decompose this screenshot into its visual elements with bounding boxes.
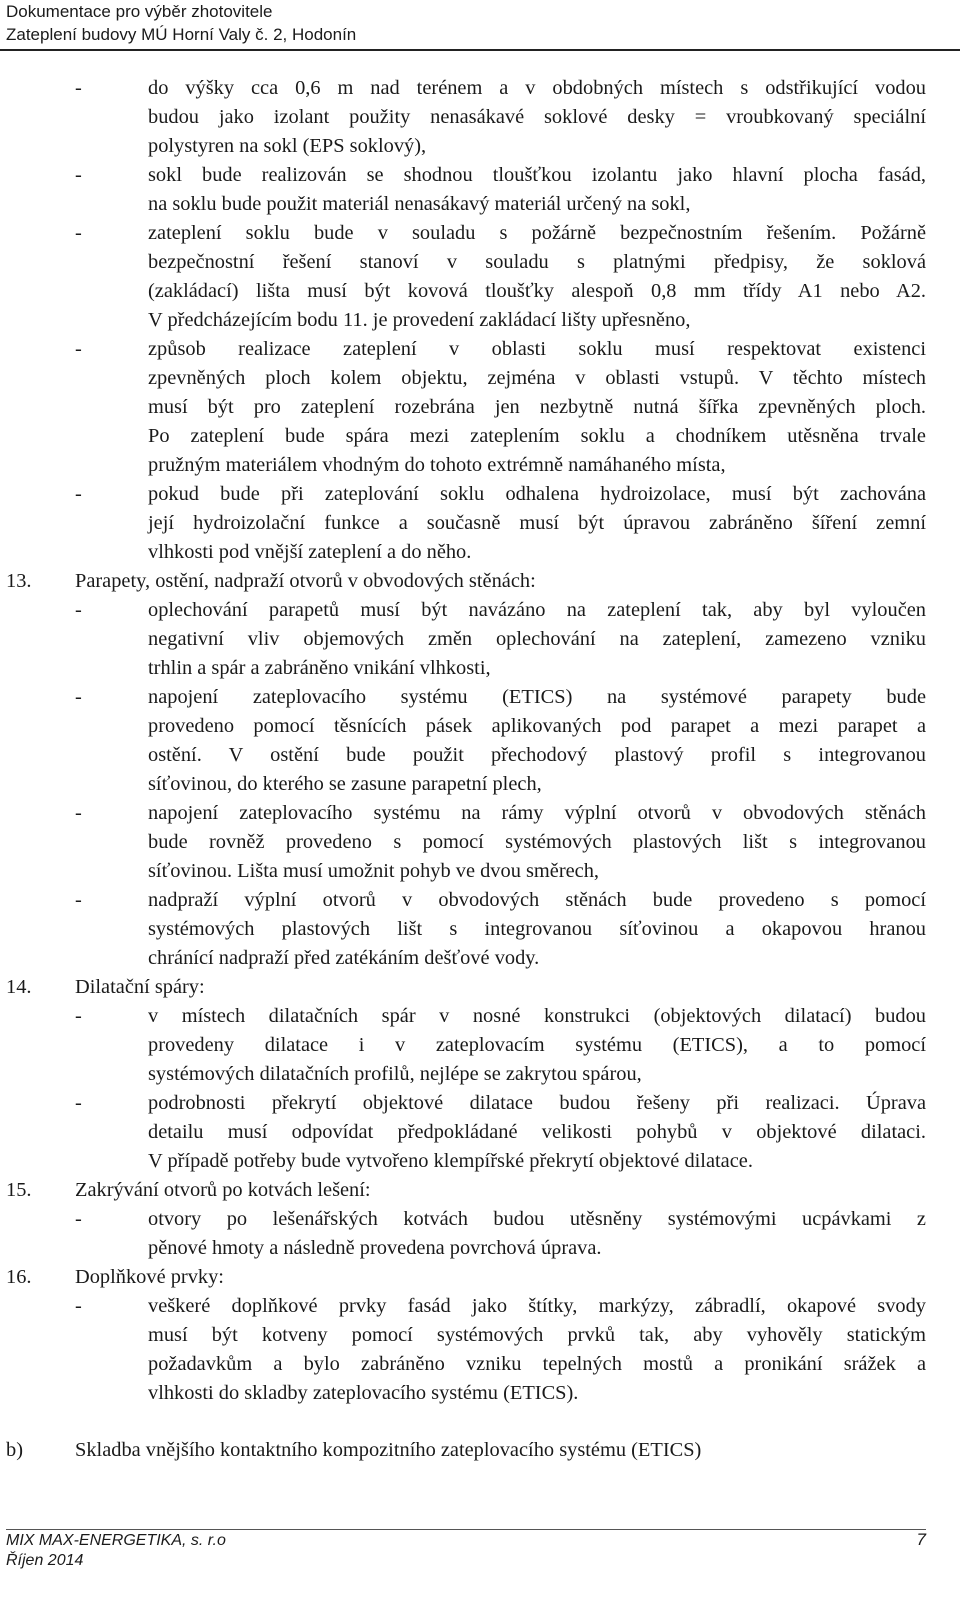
page-number: 7 — [916, 1530, 926, 1549]
list-item-line: musí být kotveny pomocí systémových prvků tak, aby vyhověly statickým — [148, 1324, 926, 1346]
list-item-line: napojení zateplovacího systému na rámy výplní otvorů v obvodových stěnách — [148, 802, 926, 824]
list-item-line: podrobnosti překrytí objektové dilatace budou řešeny při realizaci. Úprava — [148, 1092, 926, 1114]
list-item-line: zateplení soklu bude v souladu s požárně bezpečnostním řešením. Požárně — [148, 222, 926, 244]
list-item-line: nadpraží výplní otvorů v obvodových stěnách bude provedeno s pomocí — [148, 889, 926, 911]
section-heading: Dilatační spáry: — [75, 976, 205, 998]
list-item-line: systémových dilatačních profilů, nejlépe se zakrytou spárou, — [148, 1063, 642, 1085]
footer-company: MIX MAX-ENERGETIKA, s. r.o — [6, 1532, 226, 1549]
header-line-2: Zateplení budovy MÚ Horní Valy č. 2, Hodonín — [6, 25, 357, 44]
list-item-line: síťovinou. Lišta musí umožnit pohyb ve dvou směrech, — [148, 860, 600, 882]
list-item-line: chránící nadpraží před zatékáním dešťové vody. — [148, 947, 540, 969]
list-item-line: polystyren na sokl (EPS soklový), — [148, 135, 427, 157]
list-item-line: musí být pro zateplení rozebrána jen nezbytně nutná šířka zpevněných ploch. — [148, 396, 926, 418]
list-bullet: - — [75, 889, 82, 911]
list-item-line: na soklu bude použit materiál nenasákavý materiál určený na sokl, — [148, 193, 691, 215]
list-item-line: v místech dilatačních spár v nosné konstrukci (objektových dilatací) budou — [148, 1005, 926, 1027]
list-item-line: bude rovněž provedeno s pomocí systémových plastových lišt s integrovanou — [148, 831, 926, 853]
list-item-line: napojení zateplovacího systému (ETICS) na systémové parapety bude — [148, 686, 926, 708]
section-heading: Zakrývání otvorů po kotvách lešení: — [75, 1179, 371, 1201]
section-heading: Doplňkové prvky: — [75, 1266, 224, 1288]
list-bullet: - — [75, 338, 82, 360]
list-item-line: požadavkům a bylo zabráněno vzniku tepelných mostů a pronikání srážek a — [148, 1353, 926, 1375]
subsection-heading: Skladba vnějšího kontaktního kompozitního zateplovacího systému (ETICS) — [75, 1439, 702, 1461]
list-item-line: (zakládací) lišta musí být kovová tloušťky alespoň 0,8 mm třídy A1 nebo A2. — [148, 280, 926, 302]
list-bullet: - — [75, 1208, 82, 1230]
list-bullet: - — [75, 222, 82, 244]
list-item-line: oplechování parapetů musí být navázáno na zateplení tak, aby byl vyloučen — [148, 599, 926, 621]
list-bullet: - — [75, 77, 82, 99]
list-item-line: zpevněných ploch kolem objektu, zejména v oblasti vstupů. V těchto místech — [148, 367, 926, 389]
section-number: 15. — [6, 1179, 32, 1201]
list-item-line: trhlin a spár a zabráněno vnikání vlhkosti, — [148, 657, 491, 679]
subsection-label: b) — [6, 1439, 23, 1461]
list-item-line: bezpečnostní řešení stanoví v souladu s platnými předpisy, že soklová — [148, 251, 926, 273]
list-bullet: - — [75, 802, 82, 824]
list-item-line: provedeno pomocí těsnících pásek aplikovaných pod parapet a mezi parapet a — [148, 715, 926, 737]
list-item-line: vlhkosti do skladby zateplovacího systému (ETICS). — [148, 1382, 579, 1404]
list-item-line: ostění. V ostění bude použit přechodový plastový profil s integrovanou — [148, 744, 926, 766]
section-number: 16. — [6, 1266, 32, 1288]
list-item-line: pěnové hmoty a následně provedena povrchová úprava. — [148, 1237, 602, 1259]
list-item-line: negativní vliv objemových změn oplechování na zateplení, zamezeno vzniku — [148, 628, 926, 650]
list-item-line: do výšky cca 0,6 m nad terénem a v obdobných místech s odstřikující vodou — [148, 77, 926, 99]
list-item-line: systémových plastových lišt s integrovanou síťovinou a okapovou hranou — [148, 918, 926, 940]
list-item-line: budou jako izolant použity nenasákavé soklové desky = vroubkovaný speciální — [148, 106, 926, 128]
footer-divider — [6, 1529, 926, 1530]
list-bullet: - — [75, 599, 82, 621]
list-bullet: - — [75, 1295, 82, 1317]
list-item-line: veškeré doplňkové prvky fasád jako štítky, markýzy, zábradlí, okapové svody — [148, 1295, 926, 1317]
list-item-line: pokud bude při zateplování soklu odhalena hydroizolace, musí být zachována — [148, 483, 926, 505]
section-number: 14. — [6, 976, 32, 998]
list-bullet: - — [75, 1005, 82, 1027]
list-item-line: sokl bude realizován se shodnou tloušťkou izolantu jako hlavní plocha fasád, — [148, 164, 926, 186]
list-bullet: - — [75, 686, 82, 708]
list-item-line: otvory po lešenářských kotvách budou utěsněny systémovými ucpávkami z — [148, 1208, 926, 1230]
list-item-line: její hydroizolační funkce a současně musí být úpravou zabráněno šíření zemní — [148, 512, 926, 534]
list-item-line: provedeny dilatace i v zateplovacím systému (ETICS), a to pomocí — [148, 1034, 926, 1056]
section-number: 13. — [6, 570, 32, 592]
list-item-line: detailu musí odpovídat předpokládané velikosti pohybů v objektové dilataci. — [148, 1121, 926, 1143]
list-bullet: - — [75, 1092, 82, 1114]
list-item-line: síťovinou, do kterého se zasune parapetní plech, — [148, 773, 542, 795]
list-bullet: - — [75, 483, 82, 505]
list-bullet: - — [75, 164, 82, 186]
section-heading: Parapety, ostění, nadpraží otvorů v obvodových stěnách: — [75, 570, 536, 592]
list-item-line: pružným materiálem vhodným do tohoto extrémně namáhaného místa, — [148, 454, 726, 476]
header-text — [6, 0, 356, 46]
list-item-line: V předcházejícím bodu 11. je provedení zakládací lišty upřesněno, — [148, 309, 691, 331]
list-item-line: způsob realizace zateplení v oblasti soklu musí respektovat existenci — [148, 338, 926, 360]
header-divider — [0, 49, 960, 51]
list-item-line: vlhkosti pod vnější zateplení a do něho. — [148, 541, 472, 563]
list-item-line: V případě potřeby bude vytvořeno klempířské překrytí objektové dilatace. — [148, 1150, 753, 1172]
footer-date: Říjen 2014 — [6, 1552, 84, 1569]
list-item-line: Po zateplení bude spára mezi zateplením soklu a chodníkem utěsněna trvale — [148, 425, 926, 447]
header-line-1: Dokumentace pro výběr zhotovitele — [6, 2, 273, 21]
